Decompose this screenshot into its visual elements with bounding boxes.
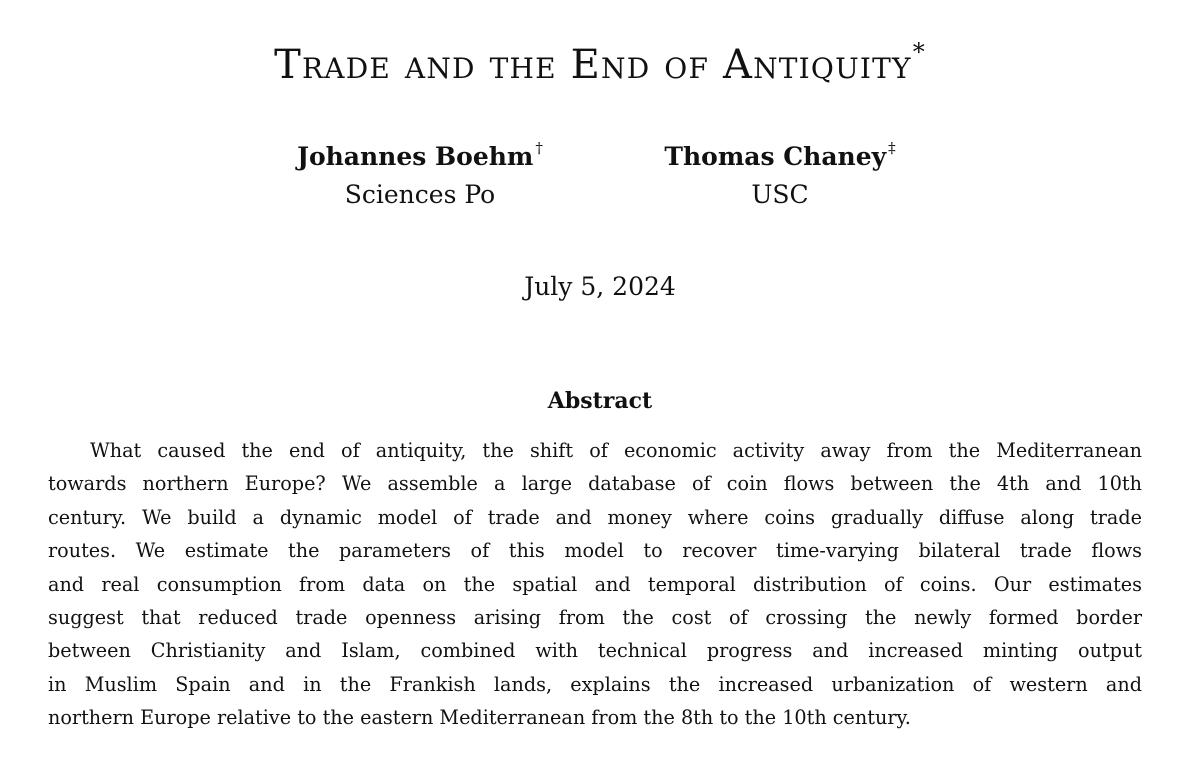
author-name-text: Johannes Boehm [297,142,534,171]
abstract-line: suggest that reduced trade openness arising from the cost of crossing the newly formed border [48,606,1142,630]
paper-date: July 5, 2024 [524,272,676,301]
abstract-line: routes. We estimate the parameters of this model to recover time-varying bilateral trade flows [48,539,1142,563]
author-block-1 [270,132,570,211]
abstract-line: towards northern Europe? We assemble a large database of coin flows between the 4th and 10th [48,472,1142,496]
author-block-2 [630,132,930,211]
abstract-line: northern Europe relative to the eastern Mediterranean from the 8th to the 10th century. [48,706,911,730]
abstract-line: between Christianity and Islam, combined with technical progress and increased minting output [48,639,1142,663]
author-name [630,132,930,173]
title-footnote-mark: * [912,38,926,66]
paper-title [0,38,1200,88]
author-affiliation: Sciences Po [344,180,496,209]
author-footnote-mark: ‡ [888,139,896,157]
author-name [270,132,570,173]
abstract-line: What caused the end of antiquity, the shift of economic activity away from the Mediterranean [90,439,1142,462]
abstract-line: century. We build a dynamic model of trade and money where coins gradually diffuse along trade [48,505,1142,529]
abstract-heading: Abstract [547,388,653,414]
author-footnote-mark: † [535,139,543,157]
abstract-body [48,434,1142,744]
author-affiliation: USC [751,180,809,209]
abstract-line: in Muslim Spain and in the Frankish lands, explains the increased urbanization of western and [48,672,1142,696]
paper-title-text: Trade and the End of Antiquity [274,42,912,88]
author-name-text: Thomas Chaney [664,142,887,171]
abstract-line: and real consumption from data on the spatial and temporal distribution of coins. Our estimates [48,572,1142,596]
